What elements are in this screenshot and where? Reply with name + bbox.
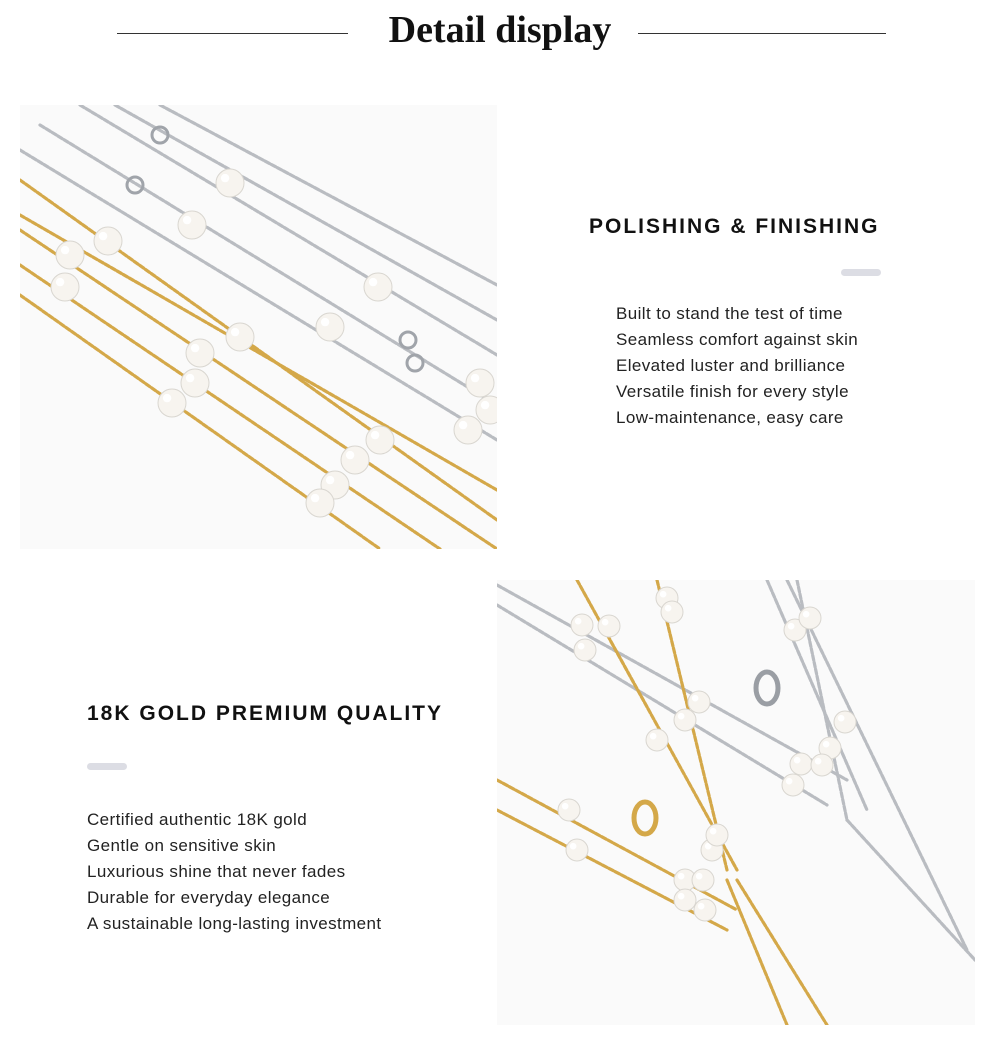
pearl-highlight	[311, 494, 319, 502]
pearl-highlight	[838, 715, 845, 722]
chain-strand	[20, 265, 440, 549]
pearl	[694, 899, 716, 921]
pearl-highlight	[602, 619, 609, 626]
feature-item: Low-maintenance, easy care	[616, 408, 844, 427]
pearl	[181, 369, 209, 397]
pearl-highlight	[191, 344, 199, 352]
pearl	[790, 753, 812, 775]
feature-item: Luxurious shine that never fades	[87, 862, 346, 881]
pearl-highlight	[231, 328, 239, 336]
chain-strand	[497, 810, 727, 930]
pearl-highlight	[99, 232, 107, 240]
pearl-highlight	[692, 695, 699, 702]
pearl-highlight	[665, 605, 672, 612]
lobster-clasp	[756, 672, 778, 704]
pearl	[661, 601, 683, 623]
pearl	[454, 416, 482, 444]
chain-strand	[20, 150, 497, 440]
jump-ring	[400, 332, 416, 348]
pearl	[674, 709, 696, 731]
pearl	[799, 607, 821, 629]
pearl	[316, 313, 344, 341]
pearl	[51, 273, 79, 301]
pearl-highlight	[575, 618, 582, 625]
pearl	[566, 839, 588, 861]
pearl	[94, 227, 122, 255]
section-header	[0, 0, 1000, 70]
feature-accent-bar	[841, 269, 881, 276]
feature-item: Durable for everyday elegance	[87, 888, 331, 907]
pearl	[56, 241, 84, 269]
pearl-highlight	[61, 246, 69, 254]
pearl-highlight	[371, 431, 379, 439]
pearl-highlight	[578, 643, 585, 650]
feature-item: Versatile finish for every style	[616, 382, 849, 401]
chain-strand	[80, 105, 497, 355]
pearl	[574, 639, 596, 661]
pearl-highlight	[321, 318, 329, 326]
feature-title-polishing: POLISHING & FINISHING	[589, 215, 880, 238]
pearl-chain-necklaces-photo	[20, 105, 497, 549]
pearl	[834, 711, 856, 733]
pearl-highlight	[823, 741, 830, 748]
pearl-highlight	[815, 758, 822, 765]
pearl	[571, 614, 593, 636]
pearl	[706, 824, 728, 846]
pearl-highlight	[326, 476, 334, 484]
pearl-highlight	[650, 733, 657, 740]
pearl-highlight	[471, 374, 479, 382]
pearl-highlight	[183, 216, 191, 224]
pearl-highlight	[786, 778, 793, 785]
pearl	[598, 615, 620, 637]
pearl	[674, 889, 696, 911]
pearl	[782, 774, 804, 796]
chain-strand	[737, 880, 827, 1025]
pearl	[158, 389, 186, 417]
header-divider-right	[638, 33, 886, 34]
pearl-highlight	[803, 611, 810, 618]
pearl	[688, 691, 710, 713]
pearl	[558, 799, 580, 821]
feature-title-gold-quality: 18K GOLD PREMIUM QUALITY	[87, 702, 444, 725]
page-title: Detail display	[388, 9, 612, 51]
chain-strand	[160, 105, 497, 285]
pearl-highlight	[562, 803, 569, 810]
pearl-highlight	[678, 873, 685, 880]
pearl-highlight	[346, 451, 354, 459]
chain-strand	[847, 820, 975, 960]
chain-strand	[497, 605, 827, 805]
pearl	[216, 169, 244, 197]
pearl	[476, 396, 497, 424]
pearl-highlight	[163, 394, 171, 402]
feature-item: Elevated luster and brilliance	[616, 356, 846, 375]
pearl-highlight	[56, 278, 64, 286]
feature-item: Built to stand the test of time	[616, 304, 843, 323]
feature-accent-bar	[87, 763, 127, 770]
pearl	[692, 869, 714, 891]
pearl-highlight	[794, 757, 801, 764]
pearl-highlight	[186, 374, 194, 382]
pearl	[341, 446, 369, 474]
chain-strand	[727, 880, 787, 1025]
pearl	[366, 426, 394, 454]
pearl	[186, 339, 214, 367]
pearl	[178, 211, 206, 239]
pearl-lariat-necklaces-photo	[497, 580, 975, 1025]
feature-item: A sustainable long-lasting investment	[87, 914, 382, 933]
feature-item: Certified authentic 18K gold	[87, 810, 308, 829]
feature-list-polishing	[616, 301, 858, 431]
pearl-highlight	[481, 401, 489, 409]
pearl-highlight	[678, 893, 685, 900]
pearl-highlight	[698, 903, 705, 910]
chain-strand	[20, 215, 497, 490]
pearl	[226, 323, 254, 351]
pearl	[811, 754, 833, 776]
feature-list-gold-quality	[87, 807, 382, 937]
pearl-highlight	[369, 278, 377, 286]
chain-strand	[20, 230, 497, 549]
pearl-highlight	[459, 421, 467, 429]
lobster-clasp	[634, 802, 656, 834]
pearl-highlight	[788, 623, 795, 630]
pearl-highlight	[660, 591, 667, 598]
jump-ring	[407, 355, 423, 371]
pearl	[306, 489, 334, 517]
feature-item: Gentle on sensitive skin	[87, 836, 277, 855]
pearl-highlight	[570, 843, 577, 850]
pearl	[364, 273, 392, 301]
pearl	[466, 369, 494, 397]
chain-strand	[20, 180, 497, 520]
pearl-highlight	[221, 174, 229, 182]
pearl-highlight	[678, 713, 685, 720]
pearl-highlight	[696, 873, 703, 880]
feature-item: Seamless comfort against skin	[616, 330, 859, 349]
pearl-highlight	[710, 828, 717, 835]
pearl	[646, 729, 668, 751]
